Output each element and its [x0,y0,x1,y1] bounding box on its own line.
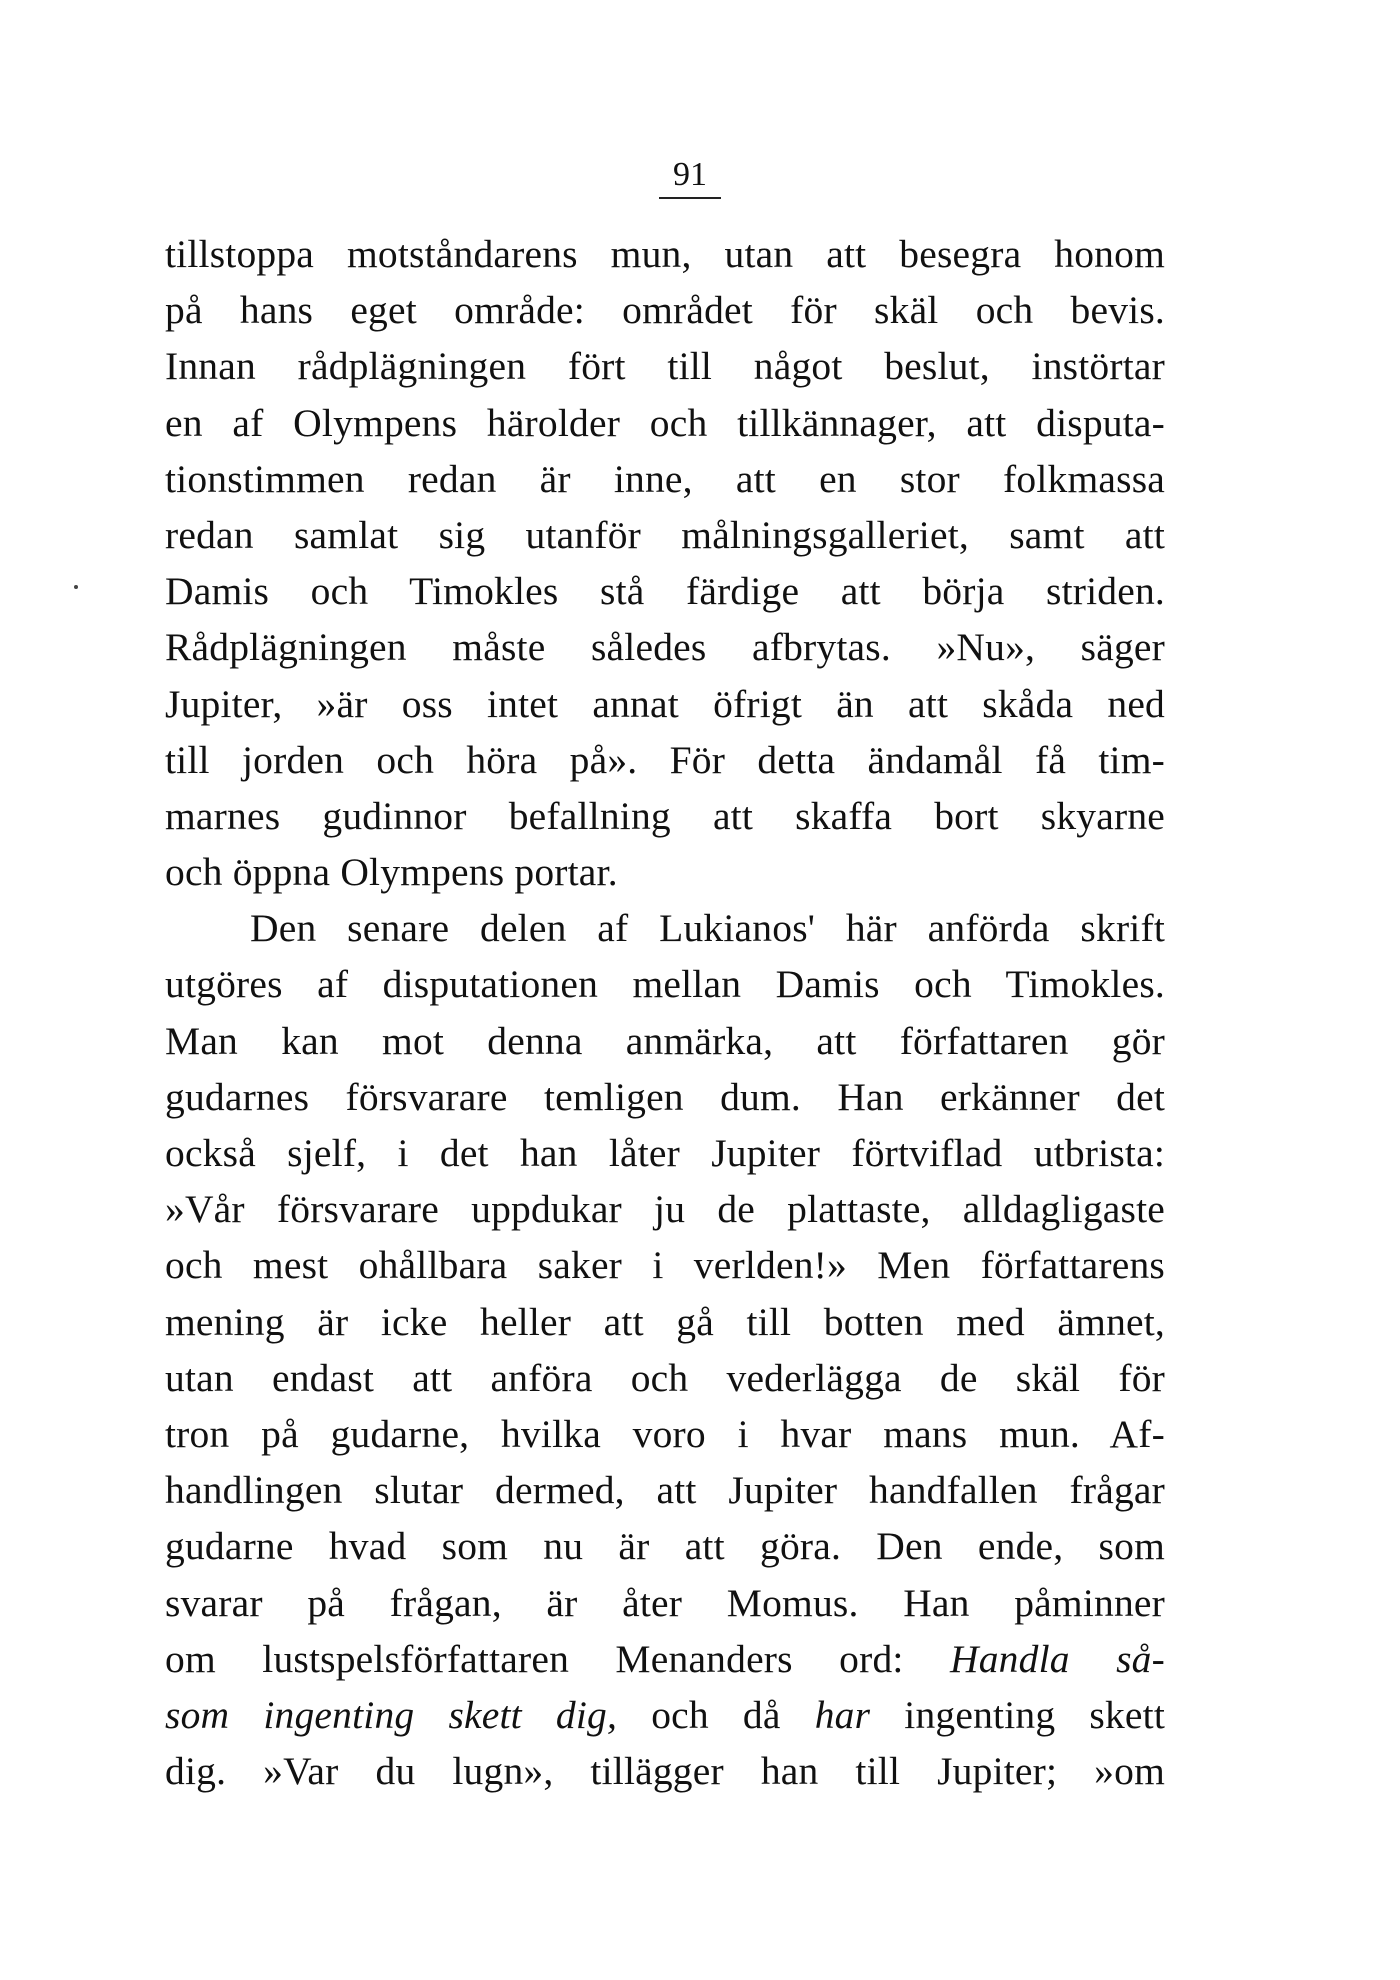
text-line-paragraph-end: och öppna Olympens portar. [165,850,618,895]
body-text [165,226,1165,1799]
margin-speck [74,585,78,589]
italic-quote: Handla så- [950,1636,1165,1681]
text-line: Man kan mot denna anmärka, att författaren gör [165,1018,1165,1063]
text-line: också sjelf, i det han låter Jupiter förtviflad utbrista: [165,1131,1165,1175]
text-line: Jupiter, »är oss intet annat öfrigt än att skåda ned [165,681,1165,726]
text-line: tionstimmen redan är inne, att en stor folkmassa [165,456,1165,501]
text-line: tron på gudarne, hvilka voro i hvar mans mun. Af- [165,1411,1165,1456]
text-line: utan endast att anföra och vederlägga de skäl för [165,1355,1165,1400]
text-line: »Vår försvarare uppdukar ju de plattaste, alldagligaste [165,1187,1165,1232]
text-line-paragraph-start: Den senare delen af Lukianos' här anförda skrift [250,906,1165,951]
text-line: utgöres af disputationen mellan Damis och Timokles. [165,962,1165,1007]
text-line: handlingen slutar dermed, att Jupiter handfallen frågar [165,1468,1165,1513]
text-line: på hans eget område: området för skäl och bevis. [165,288,1165,333]
text-run: och då [617,1692,815,1737]
text-run: om lustspelsförfattaren Menanders ord: [165,1636,950,1681]
italic-quote: som ingenting skett dig, [165,1692,618,1737]
text-line: Innan rådplägningen fört till något beslut, instörtar [165,344,1165,389]
text-line: redan samlat sig utanför målningsgalleriet, samt att [165,512,1165,557]
text-line: marnes gudinnor befallning att skaffa bort skyarne [165,793,1165,838]
text-line: gudarne hvad som nu är att göra. Den ende, som [165,1524,1165,1569]
text-line: svarar på frågan, är åter Momus. Han påminner [165,1580,1165,1625]
text-line: mening är icke heller att gå till botten med ämnet, [165,1299,1165,1344]
page-number-text: 91 [659,155,721,199]
text-line: dig. »Var du lugn», tillägger han till Jupiter; »om [165,1749,1165,1794]
italic-quote: har [814,1692,871,1737]
text-line-with-italic [165,1631,1165,1687]
text-line-with-italic [165,1687,1165,1743]
text-line: tillstoppa motståndarens mun, utan att besegra honom [165,232,1165,276]
text-line: Damis och Timokles stå färdige att börja striden. [165,569,1165,614]
text-line: och mest ohållbara saker i verlden!» Men författarens [165,1243,1165,1288]
text-run: ingenting skett [870,1692,1165,1737]
text-line: Rådplägningen måste således afbrytas. »Nu», säger [165,625,1165,670]
text-line: en af Olympens härolder och tillkännager, att disputa- [165,400,1165,445]
text-line: gudarnes försvarare temligen dum. Han erkänner det [165,1074,1165,1119]
page-number [0,155,1400,199]
text-line: till jorden och höra på». För detta ändamål få tim- [165,737,1165,782]
